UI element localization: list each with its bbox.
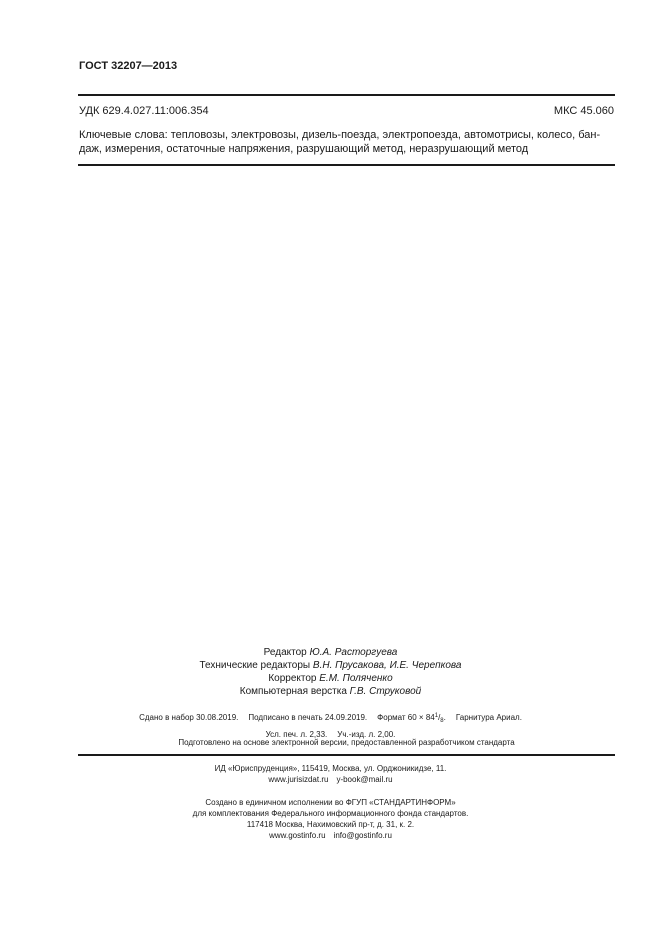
keywords-line: Ключевые слова: тепловозы, электровозы, дизель-поезда, электропоезда, автомотрисы, колесо, бан- bbox=[79, 129, 601, 141]
print-imprint bbox=[0, 710, 661, 741]
producer-address: 117418 Москва, Нахимовский пр-т, д. 31, к. 2. bbox=[246, 820, 415, 829]
producer-email-link[interactable]: info@gostinfo.ru bbox=[333, 831, 392, 840]
keywords-divider bbox=[78, 164, 615, 166]
layout-label: Компьютерная верстка bbox=[239, 686, 347, 697]
layout-name: Г.В. Струковой bbox=[349, 686, 422, 697]
paper-format: Формат $60 \times 84^1/_8$. bbox=[377, 713, 446, 724]
top-divider bbox=[78, 94, 615, 96]
publisher-divider bbox=[78, 754, 615, 756]
publisher-block bbox=[0, 763, 661, 785]
submitted-date: Сдано в набор 30.08.2019. bbox=[139, 713, 239, 722]
mks-code: МКС 45.060 bbox=[553, 105, 614, 117]
tech-editors-names: В.Н. Прусакова, И.Е. Черепкова bbox=[312, 660, 462, 671]
tech-editors-label: Технические редакторы bbox=[199, 660, 311, 671]
publisher-email-link[interactable]: y-book@mail.ru bbox=[336, 775, 393, 784]
editor-label: Редактор bbox=[263, 647, 307, 658]
editorial-credits bbox=[0, 646, 661, 698]
typeface: Гарнитура Ариал. bbox=[455, 713, 522, 722]
editor-name: Ю.А. Расторгуева bbox=[309, 647, 398, 658]
udc-code: УДК 629.4.027.11:006.354 bbox=[79, 105, 209, 117]
corrector-name: Е.М. Поляченко bbox=[319, 673, 393, 684]
producer-line: Создано в единичном исполнении во ФГУП «СТАНДАРТИНФОРМ» bbox=[205, 798, 456, 807]
standard-code: ГОСТ 32207—2013 bbox=[79, 60, 178, 72]
keywords-block bbox=[79, 128, 616, 156]
publisher-sheets: Уч.-изд. л. 2,00. bbox=[337, 730, 396, 739]
publisher-contacts bbox=[0, 774, 661, 785]
publisher-address: ИД «Юриспруденция», 115419, Москва, ул. Орджоникидзе, 11. bbox=[214, 764, 447, 773]
producer-line: для комплектования Федерального информационного фонда стандартов. bbox=[192, 809, 469, 818]
layout-row bbox=[0, 685, 661, 698]
keywords-line: даж, измерения, остаточные напряжения, разрушающий метод, неразрушающий метод bbox=[79, 143, 529, 155]
prepared-note: Подготовлено на основе электронной версии, предоставленной разработчиком стандарта bbox=[178, 738, 515, 747]
editor-row bbox=[0, 646, 661, 659]
producer-contacts bbox=[0, 830, 661, 841]
publisher-website-link[interactable]: www.jurisizdat.ru bbox=[268, 775, 329, 784]
print-sheets: Усл. печ. л. 2,33. bbox=[265, 730, 328, 739]
corrector-row bbox=[0, 672, 661, 685]
signed-date: Подписано в печать 24.09.2019. bbox=[248, 713, 368, 722]
producer-website-link[interactable]: www.gostinfo.ru bbox=[269, 831, 326, 840]
corrector-label: Корректор bbox=[268, 673, 317, 684]
tech-editors-row bbox=[0, 659, 661, 672]
producer-block bbox=[0, 797, 661, 841]
imprint-row bbox=[0, 710, 661, 728]
